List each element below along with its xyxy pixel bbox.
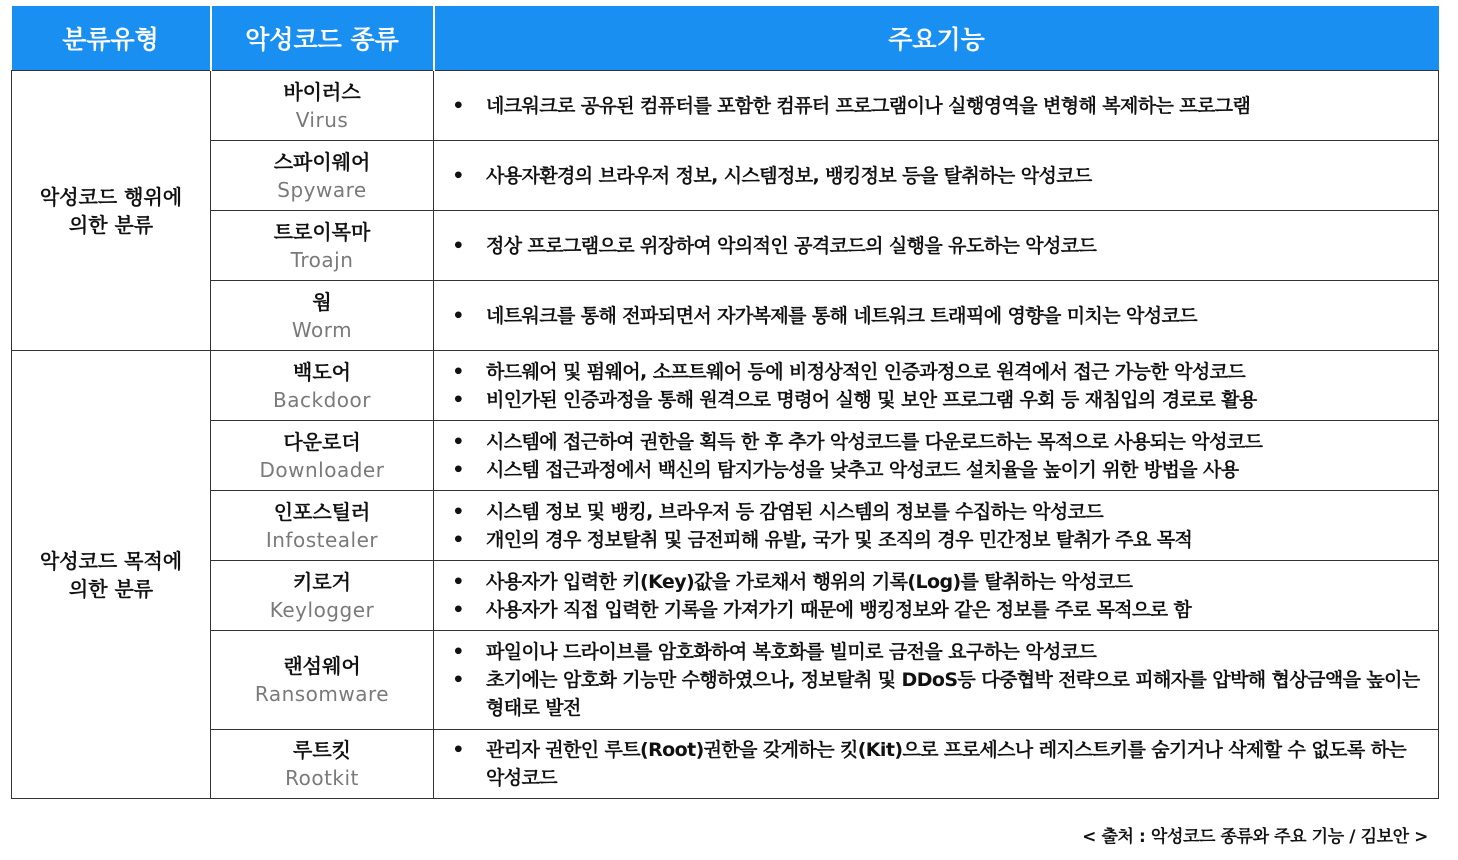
table-row	[12, 631, 1439, 730]
description-text: 관리자 권한인 루트(Root)권한을 갖게하는 킷(Kit)으로 프로세스나 레지스트키를 숨기거나 삭제할 수 없도록 하는 악성코드	[486, 739, 1407, 789]
type-name-en: Downloader	[259, 457, 385, 482]
list-item	[448, 92, 1428, 120]
list-item	[448, 302, 1428, 330]
bullet-icon: •	[452, 570, 464, 593]
description-text: 시스템 정보 및 뱅킹, 브라우저 등 감염된 시스템의 정보를 수집하는 악성코드	[486, 500, 1104, 523]
description-cell	[434, 211, 1439, 281]
category-label: 의한 분류	[68, 576, 154, 601]
header-type: 악성코드 종류	[211, 6, 434, 71]
type-name-en: Keylogger	[269, 597, 375, 622]
type-name-en: Virus	[295, 107, 349, 132]
description-cell	[434, 730, 1439, 799]
table-row	[12, 561, 1439, 631]
description-text: 사용자가 직접 입력한 기록을 가져가기 때문에 뱅킹정보와 같은 정보를 주로 목적으로 함	[486, 598, 1192, 621]
type-name-ko: 인포스틸러	[273, 499, 371, 524]
table-row	[12, 491, 1439, 561]
list-item	[448, 428, 1428, 456]
type-cell	[211, 211, 434, 281]
type-name-ko: 키로거	[293, 569, 351, 594]
type-cell	[211, 281, 434, 351]
description-text: 사용자환경의 브라우저 정보, 시스템정보, 뱅킹정보 등을 탈취하는 악성코드	[486, 164, 1092, 187]
header-row	[12, 6, 1439, 71]
type-name-ko: 스파이웨어	[273, 149, 371, 174]
description-text: 시스템에 접근하여 권한을 획득 한 후 추가 악성코드를 다운로드하는 목적으로 사용되는 악성코드	[486, 430, 1263, 453]
type-cell	[211, 491, 434, 561]
description-text: 네크워크로 공유된 컴퓨터를 포함한 컴퓨터 프로그램이나 실행영역을 변형해 복제하는 프로그램	[486, 94, 1251, 117]
type-name-ko: 랜섬웨어	[283, 654, 361, 678]
header-function: 주요기능	[434, 6, 1439, 71]
list-item	[448, 358, 1428, 386]
type-name-en: Spyware	[277, 177, 367, 202]
description-text: 정상 프로그램으로 위장하여 악의적인 공격코드의 실행을 유도하는 악성코드	[486, 234, 1097, 257]
list-item	[448, 596, 1428, 624]
description-cell	[434, 561, 1439, 631]
category-label: 악성코드 행위에	[39, 184, 183, 209]
table-row	[12, 71, 1439, 141]
description-text: 사용자가 입력한 키(Key)값을 가로채서 행위의 기록(Log)를 탈취하는 악성코드	[486, 570, 1133, 593]
table-row	[12, 730, 1439, 799]
description-cell	[434, 491, 1439, 561]
list-item	[448, 526, 1428, 554]
list-item	[448, 568, 1428, 596]
header-category: 분류유형	[12, 6, 211, 71]
bullet-icon: •	[452, 94, 464, 117]
type-name-en: Troajn	[290, 247, 354, 272]
bullet-icon: •	[452, 739, 464, 761]
table-row	[12, 141, 1439, 211]
type-name-ko: 트로이목마	[273, 219, 371, 244]
bullet-icon: •	[452, 234, 464, 257]
malware-table	[11, 6, 1439, 799]
type-name-en: Worm	[291, 317, 353, 342]
list-item	[448, 666, 1428, 722]
type-name-ko: 루트킷	[293, 738, 351, 762]
category-label: 악성코드 목적에	[39, 548, 183, 573]
bullet-icon: •	[452, 598, 464, 621]
description-cell	[434, 281, 1439, 351]
list-item	[448, 736, 1428, 792]
description-cell	[434, 421, 1439, 491]
description-text: 시스템 접근과정에서 백신의 탐지가능성을 낮추고 악성코드 설치율을 높이기 위한 방법을 사용	[486, 458, 1239, 481]
type-cell	[211, 71, 434, 141]
list-item	[448, 498, 1428, 526]
table-row	[12, 211, 1439, 281]
list-item	[448, 638, 1428, 666]
bullet-icon: •	[452, 360, 464, 383]
type-cell	[211, 141, 434, 211]
table-row	[12, 351, 1439, 421]
type-name-en: Backdoor	[273, 387, 371, 412]
description-cell	[434, 631, 1439, 730]
category-cell	[12, 71, 211, 351]
description-text: 파일이나 드라이브를 암호화하여 복호화를 빌미로 금전을 요구하는 악성코드	[486, 641, 1097, 663]
type-name-en: Infostealer	[265, 527, 379, 552]
list-item	[448, 386, 1428, 414]
list-item	[448, 162, 1428, 190]
bullet-icon: •	[452, 164, 464, 187]
type-cell	[211, 351, 434, 421]
bullet-icon: •	[452, 458, 464, 481]
bullet-icon: •	[452, 641, 464, 663]
source-caption: < 출처 : 악성코드 종류와 주요 기능 / 김보안 >	[1082, 827, 1428, 847]
bullet-icon: •	[452, 430, 464, 453]
type-cell	[211, 421, 434, 491]
list-item	[448, 456, 1428, 484]
type-name-en: Rootkit	[285, 766, 359, 790]
bullet-icon: •	[452, 500, 464, 523]
description-text: 하드웨어 및 펌웨어, 소프트웨어 등에 비정상적인 인증과정으로 원격에서 접근 가능한 악성코드	[486, 360, 1246, 383]
table-row	[12, 421, 1439, 491]
description-text: 개인의 경우 정보탈취 및 금전피해 유발, 국가 및 조직의 경우 민간정보 탈취가 주요 목적	[486, 528, 1193, 551]
type-name-ko: 백도어	[293, 359, 351, 384]
bullet-icon: •	[452, 304, 464, 327]
description-cell	[434, 71, 1439, 141]
list-item	[448, 232, 1428, 260]
description-text: 비인가된 인증과정을 통해 원격으로 명령어 실행 및 보안 프로그램 우회 등 재침입의 경로로 활용	[486, 388, 1257, 411]
bullet-icon: •	[452, 528, 464, 551]
description-text: 초기에는 암호화 기능만 수행하였으나, 정보탈취 및 DDoS등 다중협박 전략으로 피해자를 압박해 협상금액을 높이는 형태로 발전	[486, 669, 1420, 719]
description-text: 네트워크를 통해 전파되면서 자가복제를 통해 네트워크 트래픽에 영향을 미치는 악성코드	[486, 304, 1198, 327]
type-cell	[211, 561, 434, 631]
category-label: 의한 분류	[68, 212, 154, 237]
table-row	[12, 281, 1439, 351]
type-name-ko: 웜	[312, 289, 332, 314]
type-name-ko: 바이러스	[283, 79, 361, 104]
bullet-icon: •	[452, 669, 464, 691]
type-name-ko: 다운로더	[283, 429, 361, 454]
category-cell	[12, 351, 211, 799]
description-cell	[434, 351, 1439, 421]
description-cell	[434, 141, 1439, 211]
type-cell	[211, 730, 434, 799]
bullet-icon: •	[452, 388, 464, 411]
type-name-en: Ransomware	[254, 682, 390, 706]
type-cell	[211, 631, 434, 730]
